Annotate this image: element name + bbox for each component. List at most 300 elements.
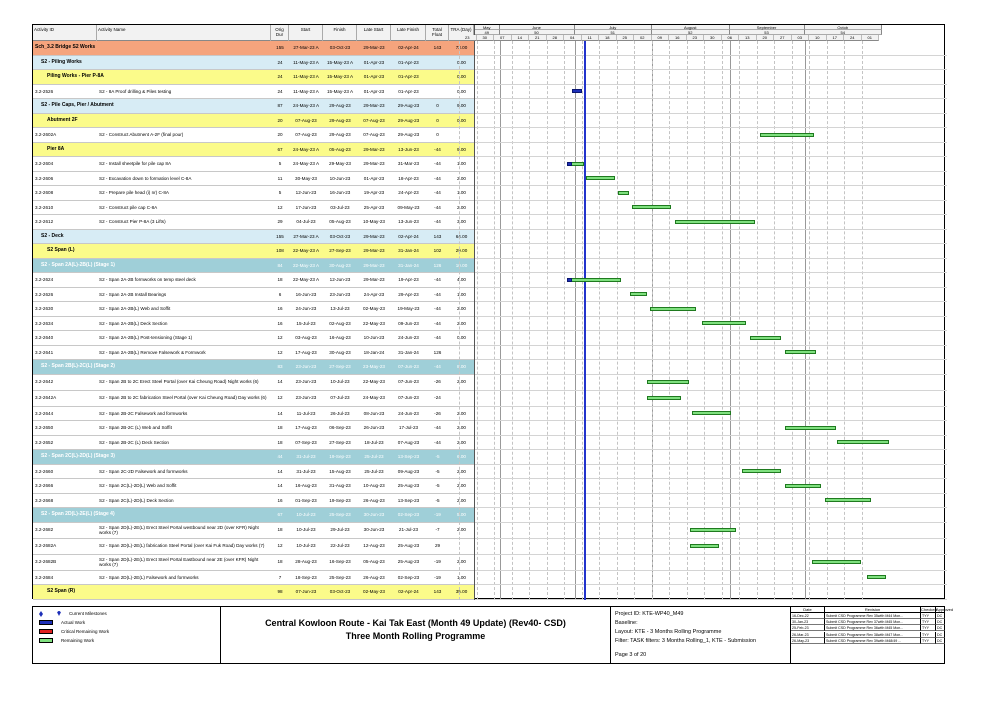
start-date: 11-May-23 A: [293, 74, 319, 80]
header-total-float[interactable]: Total Float: [426, 25, 449, 41]
tra-days: 9.00: [457, 146, 466, 152]
gantt-row: [475, 555, 947, 571]
revision-cell: Submit CSD Programme Rev 39with M48/49 ...: [825, 638, 921, 644]
total-float: -44: [434, 277, 441, 283]
gantt-row: [475, 201, 947, 216]
remaining-work-bar[interactable]: [632, 205, 671, 209]
activity-name: S2 - Span 2A-2B formworks on temp steel deck: [99, 277, 196, 283]
timescale-week: 21: [529, 35, 547, 41]
activity-id: 3.2-2612: [35, 219, 54, 225]
remaining-work-bar[interactable]: [692, 411, 731, 415]
start-date: 17-Aug-23: [295, 425, 317, 431]
wbs-group-row[interactable]: [33, 56, 474, 71]
total-float: 29: [434, 543, 441, 549]
timescale-month-number: 51: [575, 30, 653, 35]
wbs-group-row[interactable]: [33, 41, 474, 56]
total-float: -24: [434, 395, 441, 401]
finish-date: 27-Sep-23: [329, 364, 351, 370]
activity-row[interactable]: [33, 273, 474, 288]
activity-id: S2 Span (L): [47, 247, 75, 254]
orig-dur: 5: [278, 161, 282, 167]
activity-id: S2 Span (R): [47, 588, 76, 595]
activity-id: 3.2-2682B: [35, 559, 57, 565]
total-float: -44: [434, 204, 441, 210]
header-finish[interactable]: Finish: [323, 25, 357, 41]
remaining-work-bar[interactable]: [750, 336, 782, 340]
start-date: 10-Jul-23: [296, 543, 316, 549]
legend-milestones-label: Current Milestones: [69, 611, 107, 616]
finish-date: 03-Jul-23: [330, 204, 350, 210]
revision-cell: Submit CSD Programme Rev 38with M47 Mon...: [825, 632, 921, 638]
late-finish: 13-Sep-23: [397, 497, 420, 503]
activity-name: S2 - Prepare pile head (i) nr) C-8A: [99, 190, 169, 196]
total-float: -44: [434, 320, 441, 326]
activity-name: S2 - Span 2C(L)-2D(L) Web and Soffit: [99, 483, 177, 489]
start-date: 11-May-23 A: [293, 59, 319, 65]
total-float: -44: [434, 291, 441, 297]
finish-date: 10-Jul-23: [330, 379, 350, 385]
revision-cell: DC: [936, 625, 945, 631]
project-info: [611, 607, 791, 663]
activity-name: S2 - Span 2B-2C (L) Deck Section: [99, 439, 169, 445]
gantt-row: [475, 172, 947, 187]
activity-row[interactable]: [33, 539, 474, 555]
activity-row[interactable]: [33, 571, 474, 586]
start-date: 15-Jul-23: [296, 320, 316, 326]
actual-work-bar[interactable]: [567, 278, 572, 282]
remaining-work-bar[interactable]: [690, 528, 737, 532]
activity-row[interactable]: [33, 494, 474, 509]
gantt-row: [475, 288, 947, 303]
start-date: 24-May-23 A: [292, 161, 320, 167]
timescale-week: 25: [617, 35, 635, 41]
revision-cell: DC: [936, 619, 945, 625]
revision-cell: 16-Dec-22: [791, 613, 825, 619]
late-finish: 19-Apr-23: [398, 277, 419, 283]
total-float: 143: [433, 233, 442, 239]
tra-days: 2.00: [457, 497, 466, 503]
wbs-group-row[interactable]: [33, 360, 474, 375]
late-finish: 25-Aug-23: [397, 543, 420, 549]
header-tra-day[interactable]: TRA (Day): [449, 25, 474, 41]
start-date: 30-May-23: [295, 175, 317, 181]
timescale-week: 04: [564, 35, 582, 41]
finish-date: 15-Aug-23: [329, 468, 351, 474]
header-late-finish[interactable]: Late Finish: [391, 25, 426, 41]
project-id: Project ID: KTE-WP40_M49: [615, 611, 684, 617]
remaining-work-bar[interactable]: [742, 469, 781, 473]
start-date: 17-Aug-23: [295, 349, 317, 355]
tra-days: 2.00: [457, 379, 466, 385]
activity-row[interactable]: [33, 375, 474, 391]
timescale-week: 11: [582, 35, 600, 41]
report-subtitle: Three Month Rolling Programme: [345, 631, 486, 641]
tra-days: 2.00: [457, 425, 466, 431]
gantt-row: [475, 259, 947, 274]
wbs-group-row[interactable]: [33, 143, 474, 158]
orig-dur: 7: [278, 574, 282, 580]
activity-row[interactable]: [33, 555, 474, 571]
late-finish: 29-Aug-23: [397, 103, 420, 109]
late-start: 26-Aug-23: [363, 574, 385, 580]
activity-row[interactable]: [33, 523, 474, 539]
milestone-icon: [39, 611, 61, 616]
timescale-week: 30: [704, 35, 722, 41]
remaining-work-bar[interactable]: [618, 191, 628, 195]
wbs-group-row[interactable]: [33, 70, 474, 85]
total-float: -44: [434, 190, 441, 196]
late-start: 29-Mar-23: [363, 45, 385, 51]
remaining-work-bar[interactable]: [760, 133, 814, 137]
activity-row[interactable]: [33, 421, 474, 436]
orig-dur: 12: [277, 204, 283, 210]
gantt-row: [475, 346, 947, 361]
revision-cell: 26-May-23: [791, 638, 825, 644]
late-finish: 02-Apr-24: [398, 45, 419, 51]
gantt-row: [475, 391, 947, 407]
tra-days: 4.00: [457, 277, 466, 283]
activity-row[interactable]: [33, 201, 474, 216]
late-finish: 13-Sep-23: [397, 454, 420, 460]
revision-cell: TYY: [921, 613, 936, 619]
late-start: 29-Mar-23: [363, 248, 385, 254]
wbs-group-row[interactable]: [33, 508, 474, 523]
late-start: 29-Mar-23: [363, 262, 385, 268]
gantt-row: [475, 585, 947, 600]
late-finish: 31-Jan-24: [398, 262, 419, 268]
finish-date: 16-Jun-23: [329, 190, 351, 196]
total-float: -19: [434, 512, 441, 518]
tra-days: 2.00: [457, 204, 466, 210]
tra-days: [449, 346, 474, 360]
remaining-work-bar[interactable]: [647, 396, 681, 400]
late-finish: 09-May-23: [397, 204, 420, 210]
late-finish: 13-Jun-23: [398, 219, 419, 225]
finish-date: 15-May-23 A: [326, 74, 354, 80]
timescale-week: 07: [494, 35, 512, 41]
late-start: 07-Aug-23: [363, 117, 385, 123]
activity-name: S2 - Span 2D(L)-2E(L) fabrication Steel Portal (over Kai Fuk Road) Day works (7): [99, 543, 265, 549]
revision-cell: TYY: [921, 638, 936, 644]
header-start[interactable]: Start: [289, 25, 323, 41]
tra-days: 2.00: [457, 483, 466, 489]
remaining-work-bar[interactable]: [690, 544, 719, 548]
start-date: 07-Jun-23: [295, 589, 317, 595]
activity-name: S2 - Span 2A-2B(L) Deck Section: [99, 320, 168, 326]
finish-date: 30-Aug-23: [329, 349, 351, 355]
activity-row[interactable]: [33, 157, 474, 172]
legend-actual-label: Actual Work: [61, 620, 86, 625]
activity-row[interactable]: [33, 215, 474, 230]
revision-cell: DC: [936, 638, 945, 644]
late-finish: 29-Aug-23: [397, 117, 420, 123]
late-finish: 31-Mar-23: [397, 161, 420, 167]
start-date: 18-Sep-23: [295, 574, 317, 580]
late-finish: 09-Aug-23: [397, 468, 420, 474]
gantt-row: [475, 273, 947, 288]
remaining-work-bar[interactable]: [825, 498, 872, 502]
activity-name: S2 - 8A Proof drilling & Piles testing: [99, 88, 172, 94]
timescale-week: 17: [827, 35, 845, 41]
remaining-work-bar[interactable]: [785, 426, 837, 430]
activity-id: S2 - Piling Works: [41, 58, 82, 65]
orig-dur: 18: [277, 527, 283, 533]
gantt-row: [475, 479, 947, 494]
tra-days: 1.00: [457, 291, 466, 297]
header-activity-id[interactable]: Activity ID: [33, 25, 97, 41]
tra-days: 0.00: [457, 117, 466, 123]
orig-dur: 14: [277, 410, 283, 416]
start-date: 24-Jun-23: [295, 306, 317, 312]
activity-name: S2 - Span 2B to 2C Erect Steel Portal (over Kai Cheung Road) Night works (6): [99, 379, 259, 385]
timescale-week: 24: [844, 35, 862, 41]
finish-date: 02-Aug-23: [329, 320, 351, 326]
remaining-work-bar[interactable]: [785, 484, 822, 488]
timescale-week: 03: [792, 35, 810, 41]
header-activity-name[interactable]: Activity Name: [97, 25, 271, 41]
activity-name: S2 - Span 2A-2B(L) Post-tensioning (Stage 1): [99, 335, 193, 341]
remaining-work-bar[interactable]: [675, 220, 755, 224]
revision-table: [791, 607, 954, 663]
activity-name: S2 - Span 2D(L)-2E(L) Erect Steel Portal westbound near 2D (over KFR) Night works (7): [99, 524, 259, 535]
activity-row[interactable]: [33, 172, 474, 187]
late-start: 29-Mar-23: [363, 233, 385, 239]
activity-row[interactable]: [33, 346, 474, 361]
total-float: -26: [434, 379, 441, 385]
late-finish: 07-Jun-23: [398, 395, 419, 401]
revision-header: Checked: [921, 607, 937, 612]
finish-date: 15-May-23 A: [326, 59, 354, 65]
finish-date: 16-Aug-23: [329, 335, 351, 341]
activity-id: 3.2-2630: [35, 306, 54, 312]
timescale-week: 01: [862, 35, 880, 41]
activity-name: S2 - Span 2B-2C (L) Web and Soffit: [99, 425, 172, 431]
finish-date: 07-Jul-23: [330, 395, 350, 401]
timescale-week: 02: [634, 35, 652, 41]
timescale-week: 23: [687, 35, 705, 41]
remaining-work-bar[interactable]: [570, 278, 622, 282]
orig-dur: 16: [277, 306, 283, 312]
start-date: 12-Jun-23: [295, 190, 317, 196]
activity-id: 3.2-2626: [35, 291, 54, 297]
tra-days: 73.00: [455, 45, 468, 51]
timescale-week: 16: [669, 35, 687, 41]
activity-row[interactable]: [33, 391, 474, 407]
activity-row[interactable]: [33, 436, 474, 451]
revision-cell: TYY: [921, 625, 936, 631]
activity-id: Pier 8A: [47, 145, 65, 152]
finish-date: 19-Sep-23: [329, 454, 351, 460]
orig-dur: 12: [277, 543, 283, 549]
activity-name: S2 - Span 2A-2B(L) Remove Falsework & Formwork: [99, 349, 206, 355]
total-float: -19: [434, 559, 441, 565]
layout-name: Layout: KTE - 3 Months Rolling Programme: [615, 629, 722, 635]
activity-row[interactable]: [33, 317, 474, 332]
tra-days: 2.00: [457, 320, 466, 326]
remaining-work-bar[interactable]: [867, 575, 886, 579]
week-gridline: [459, 41, 460, 600]
late-start: 29-Mar-23: [363, 103, 385, 109]
remaining-work-bar[interactable]: [630, 292, 648, 296]
activity-id: Piling Works - Pier P-8A: [47, 73, 104, 80]
late-start: 08-Jun-23: [363, 410, 385, 416]
remaining-work-bar[interactable]: [586, 176, 615, 180]
activity-name: S2 - Span 2D(L)-2E(L) Falsework and formworks: [99, 574, 199, 580]
finish-date: 30-Aug-23: [329, 262, 351, 268]
activity-id: Sch_3.2 Bridge S2 Works: [35, 44, 96, 51]
wbs-group-row[interactable]: [33, 259, 474, 274]
finish-date: 10-Jun-23: [329, 175, 351, 181]
gantt-row: [475, 99, 947, 114]
tra-days: 2.00: [457, 468, 466, 474]
activity-row[interactable]: [33, 186, 474, 201]
finish-date: 15-May-23 A: [326, 88, 354, 94]
revision-cell: 25-Feb-23: [791, 625, 825, 631]
start-date: 17-Jun-23: [295, 204, 317, 210]
timescale-week: 10: [809, 35, 827, 41]
late-finish: 07-Jun-23: [398, 364, 419, 370]
late-finish: 01-Apr-23: [398, 74, 419, 80]
remaining-work-bar[interactable]: [650, 307, 697, 311]
total-float: 0: [436, 117, 439, 123]
gantt-row: [475, 143, 947, 158]
remaining-work-bar[interactable]: [702, 321, 746, 325]
late-start: 18-Jul-23: [364, 439, 384, 445]
gantt-row: [475, 360, 947, 375]
wbs-group-row[interactable]: [33, 450, 474, 465]
remaining-work-bar[interactable]: [570, 162, 584, 166]
activity-row[interactable]: [33, 479, 474, 494]
activity-id: 3.2-2642A: [35, 395, 57, 401]
remaining-work-bar[interactable]: [837, 440, 889, 444]
timescale-week: 23: [459, 35, 477, 41]
orig-dur: 14: [277, 468, 283, 474]
start-date: 23-Jun-23: [295, 379, 317, 385]
actual-work-bar[interactable]: [572, 89, 582, 93]
timescale-month-number: 53: [730, 30, 805, 35]
finish-date: 03-Oct-23: [329, 233, 351, 239]
orig-dur: 18: [277, 277, 283, 283]
remaining-work-bar[interactable]: [647, 380, 689, 384]
total-float: -44: [434, 175, 441, 181]
late-start: 19-Apr-23: [363, 190, 385, 196]
activity-row[interactable]: [33, 288, 474, 303]
tra-days: 64.00: [455, 233, 468, 239]
wbs-group-row[interactable]: [33, 230, 474, 245]
orig-dur: 11: [277, 175, 283, 181]
header-orig-dur[interactable]: Orig Dur: [271, 25, 289, 41]
orig-dur: 87: [277, 103, 283, 109]
finish-date: 12-Jun-23: [329, 277, 351, 283]
activity-row[interactable]: [33, 407, 474, 422]
gantt-row: [475, 331, 947, 346]
tra-days: 0.00: [457, 74, 466, 80]
actual-work-bar[interactable]: [567, 162, 572, 166]
timescale-month: August: [652, 25, 730, 30]
start-date: 22-May-23 A: [292, 277, 320, 283]
activity-name: S2 - Excavation down to formation level C-8A: [99, 175, 192, 181]
finish-date: 03-Oct-23: [329, 589, 351, 595]
activity-name: S2 - Construct Pier P-8A (3 Lifts): [99, 219, 166, 225]
activity-id: 3.2-2660: [35, 468, 54, 474]
revision-cell: DC: [936, 613, 945, 619]
late-finish: 02-Apr-24: [398, 233, 419, 239]
activity-id: 3.2-2668: [35, 497, 54, 503]
late-start: 01-Apr-23: [363, 59, 385, 65]
remaining-work-bar[interactable]: [785, 350, 817, 354]
header-late-start[interactable]: Late Start: [357, 25, 391, 41]
revision-header: Revision: [825, 607, 921, 613]
finish-date: 25-Sep-23: [329, 512, 351, 518]
wbs-group-row[interactable]: [33, 244, 474, 259]
footer-panel: [32, 606, 954, 664]
activity-name: S2 - Construct pile cap C-8A: [99, 204, 158, 210]
late-start: 05-Aug-23: [363, 559, 385, 565]
activity-row[interactable]: [33, 331, 474, 346]
legend-critical-label: Critical Remaining Work: [61, 629, 110, 634]
timescale-month: May: [475, 25, 500, 30]
critical-work-swatch: [39, 629, 53, 634]
total-float: -19: [434, 574, 441, 580]
wbs-group-row[interactable]: [33, 99, 474, 114]
timescale-week: 18: [599, 35, 617, 41]
activity-row[interactable]: [33, 302, 474, 317]
total-float: 143: [433, 589, 442, 595]
timescale-week: 28: [547, 35, 565, 41]
finish-date: 13-Jul-23: [330, 306, 350, 312]
activity-name: S2 - Span 2A-2B Install Bearings: [99, 291, 167, 297]
start-date: 16-Jun-23: [295, 291, 317, 297]
timescale-month: June: [500, 25, 575, 30]
activity-id: S2 - Span 2A(L)-2B(L) (Stage 1): [41, 261, 115, 268]
late-start: 02-May-23: [363, 306, 385, 312]
remaining-work-bar[interactable]: [812, 560, 861, 564]
revision-cell: 30-Jan-23: [791, 619, 825, 625]
actual-work-swatch: [39, 620, 53, 625]
timescale-week: 06: [722, 35, 740, 41]
revision-cell: DC: [936, 632, 945, 638]
activity-id: 3.2-2641: [35, 349, 54, 355]
activity-row[interactable]: [33, 465, 474, 480]
total-float: -44: [434, 425, 441, 431]
gantt-row: [475, 186, 947, 201]
start-date: 23-Jun-23: [295, 364, 317, 370]
activity-id: 3.2-2604: [35, 161, 54, 167]
activity-row[interactable]: [33, 85, 474, 100]
wbs-group-row[interactable]: [33, 585, 474, 600]
tra-days: 2.00: [457, 175, 466, 181]
late-start: 29-Mar-23: [363, 161, 385, 167]
total-float: 126: [433, 349, 442, 355]
finish-date: 03-Oct-23: [329, 45, 351, 51]
activity-id: 3.2-2640: [35, 335, 54, 341]
total-float: -44: [434, 335, 441, 341]
tra-days: 29.00: [455, 248, 468, 254]
tra-days: 0.00: [457, 59, 466, 65]
total-float: -44: [434, 146, 441, 152]
total-float: [426, 56, 449, 70]
wbs-group-row[interactable]: [33, 114, 474, 129]
legend-milestones: [39, 611, 107, 616]
tra-days: 1.00: [457, 161, 466, 167]
activity-row[interactable]: [33, 128, 474, 143]
gantt-row: [475, 70, 947, 85]
gantt-row: [475, 157, 947, 172]
total-float: -44: [434, 439, 441, 445]
finish-date: 05-Aug-23: [329, 146, 351, 152]
late-start: 10-Aug-23: [363, 483, 385, 489]
legend: [33, 607, 221, 663]
